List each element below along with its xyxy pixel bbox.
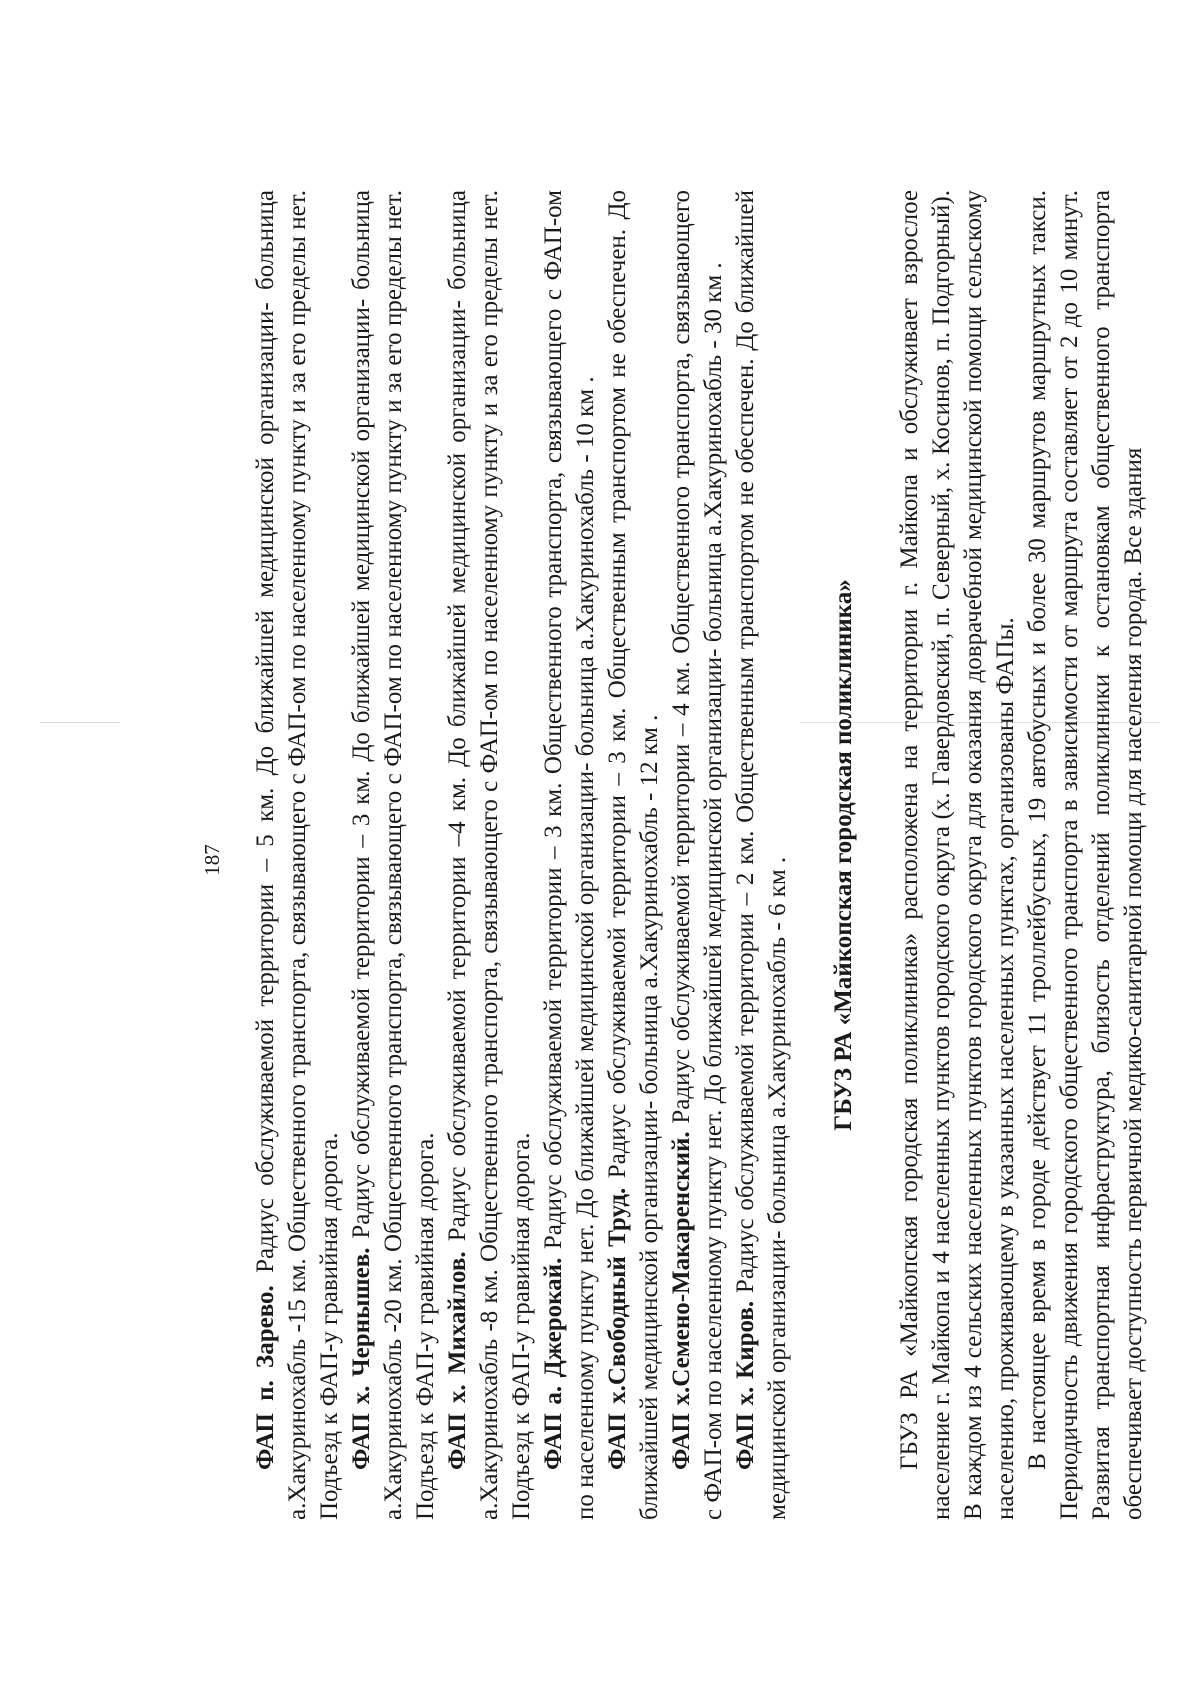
fap-paragraph-semeno-makarensky bbox=[666, 190, 730, 1520]
clinic-paragraph: В настоящее время в городе действует 11 троллейбусных, 19 автобусных и более 30 маршрутов маршрутных такси. Периодичность движения городского общественного транспорта в зависимости от маршрута составляет от 2 до 10 минут. Развитая транспортная инфраструктура, близость отделений поликлиники к остановкам общественного транспорта обеспечивает доступность первичной медико-санитарной помощи для населения города. Все здания bbox=[1024, 190, 1147, 1520]
fap-paragraph-chernyshev bbox=[346, 190, 442, 1520]
rotated-page bbox=[190, 110, 1147, 1610]
page-body bbox=[190, 110, 1147, 1610]
fap-title: ФАП х.Семено-Макаренский. bbox=[668, 1131, 695, 1470]
fap-description: Радиус обслуживаемой территории – 3 км. Общественным транспортом не обеспечен. До ближайшей медицинской организации- больница а.Хакуринохабль - 12 км . bbox=[604, 189, 663, 1520]
fap-description: Радиус обслуживаемой территории – 3 км. Общественного транспорта, связывающего с ФАП-ом по населенному пункту нет. До ближайшей медицинской организации- больница а.Хакуринохабль - 10 км . bbox=[540, 189, 599, 1520]
fap-description: Радиус обслуживаемой территории – 5 км. До ближайшей медицинской организации- больница а.Хакуринохабль -15 км. Общественного транспорта, связывающего с ФАП-ом по населенному пункту и за его пределы нет. Подъезд к ФАП-у гравийная дорога. bbox=[252, 190, 343, 1520]
scan-artifact-line bbox=[40, 722, 120, 723]
section-heading: ГБУЗ РА «Майкопская городская поликлиника» bbox=[830, 579, 857, 1131]
fap-title: ФАП х. Михайлов. bbox=[444, 1251, 471, 1470]
clinic-paragraph: ГБУЗ РА «Майкопская городская поликлиника» расположена на территории г. Майкопа и обслуживает взрослое население г. Майкопа и 4 населенных пунктов городского округа (х. Гавердовский, п. Северный, х. Косинов, п. Подгорный). В каждом из 4 сельских населенных пунктов городского округа для оказания доврачебной медицинской помощи сельскому населению, проживающему в указанных населенных пунктах, организованы ФАПы. bbox=[896, 190, 1019, 1520]
fap-title: ФАП х. Киров. bbox=[732, 1300, 759, 1470]
fap-paragraph-svobodny-trud bbox=[602, 190, 666, 1520]
fap-title: ФАП х.Свободный Труд. bbox=[604, 1187, 631, 1470]
fap-paragraph-kirov bbox=[730, 190, 794, 1520]
fap-description: Радиус обслуживаемой территории – 4 км. Общественного транспорта, связывающего с ФАП-ом по населенному пункту нет. До ближайшей медицинской организации- больница а.Хакуринохабль - 30 км . bbox=[668, 189, 727, 1520]
fap-paragraph-dzherokai bbox=[538, 190, 602, 1520]
fap-paragraph-mikhailov bbox=[442, 190, 538, 1520]
fap-description: Радиус обслуживаемой территории –4 км. До ближайшей медицинской организации- больница а.Хакуринохабль -8 км. Общественного транспорта, связывающего с ФАП-ом по населенному пункту и за его пределы нет. Подъезд к ФАП-у гравийная дорога. bbox=[444, 189, 535, 1520]
page-number: 187 bbox=[200, 844, 224, 876]
fap-title: ФАП п. Зарево. bbox=[252, 1285, 279, 1470]
fap-paragraph-zarevo bbox=[250, 190, 346, 1520]
fap-title: ФАП а. Джерокай. bbox=[540, 1257, 567, 1470]
document-text bbox=[250, 190, 1150, 1520]
fap-description: Радиус обслуживаемой территории – 3 км. До ближайшей медицинской организации- больница а.Хакуринохабль -20 км. Общественного транспорта, связывающего с ФАП-ом по населенному пункту и за его пределы нет. Подъезд к ФАП-у гравийная дорога. bbox=[348, 189, 439, 1520]
fap-description: Радиус обслуживаемой территории – 2 км. Общественным транспортом не обеспечен. До ближайшей медицинской организации- больница а.Хакуринохабль - 6 км . bbox=[732, 189, 791, 1520]
fap-title: ФАП х. Чернышев. bbox=[348, 1247, 375, 1470]
